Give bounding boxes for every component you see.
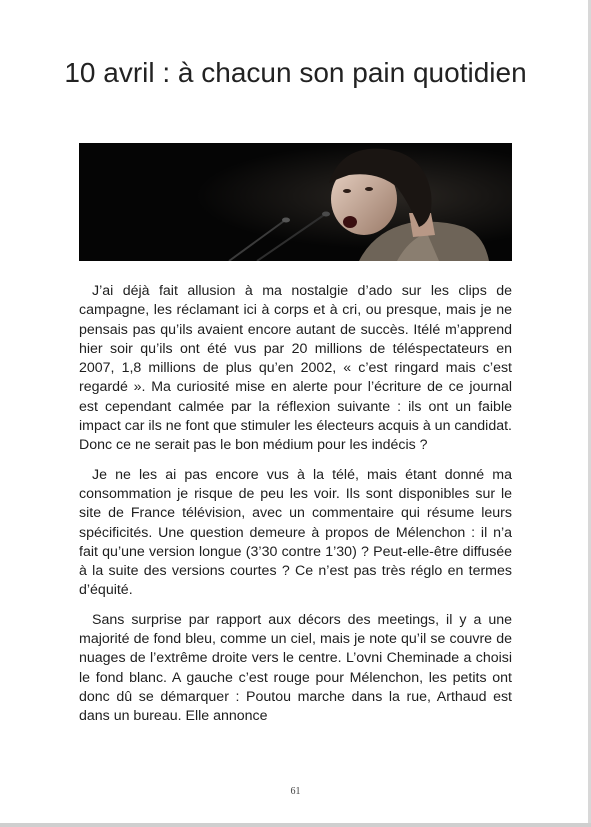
article-paragraph: J’ai déjà fait allusion à ma nostalgie d’ado sur les clips de campagne, les réclamant ici à corps et à cri, ou presque, mais je ne pensais pas qu’ils avaient encore autant de succès. Itélé m’apprend hier soir qu’ils ont été vus par 20 millions de téléspectateurs en 2007, 1,8 millions de plus qu’en 2002, « c’est ringard mais c’est regardé ». Ma curiosité mise en alerte pour l’écriture de ce journal est cependant calmée par la réflexion suivante : ils ont un faible impact car ils ne font que stimuler les électeurs acquis à un candidat. Donc ce ne serait pas le bon médium pour les indécis ? bbox=[79, 283, 512, 454]
article-paragraph: Je ne les ai pas encore vus à la télé, mais étant donné ma consommation je risque de peu les voir. Ils sont disponibles sur le site de France télévision, avec un commentaire qui résume leurs spécificités. Une question demeure à propos de Mélenchon : il n’a fait qu’une version longue (3’30 contre 1’30) ? Peut-elle-être diffusée à la suite des versions courtes ? Ce n’est pas très réglo en termes d’équité. bbox=[79, 466, 512, 599]
speaker-photo-illustration bbox=[79, 143, 512, 261]
speaker-photo bbox=[79, 143, 512, 261]
page-number: 61 bbox=[290, 786, 301, 797]
article-paragraph: Sans surprise par rapport aux décors des meetings, il y a une majorité de fond bleu, comme un ciel, mais je note qu’il se couvre de nuages de l’extrême droite vers le centre. L’ovni Cheminade a choisi le fond blanc. A gauche c’est rouge pour Mélenchon, les petits ont donc dû se démarquer : Poutou marche dans la rue, Arthaud est dans un bureau. Elle annonce bbox=[79, 611, 512, 725]
article-body bbox=[79, 282, 512, 737]
page-title: 10 avril : à chacun son pain quotidien bbox=[64, 57, 527, 88]
page-edge-bottom bbox=[0, 823, 591, 827]
